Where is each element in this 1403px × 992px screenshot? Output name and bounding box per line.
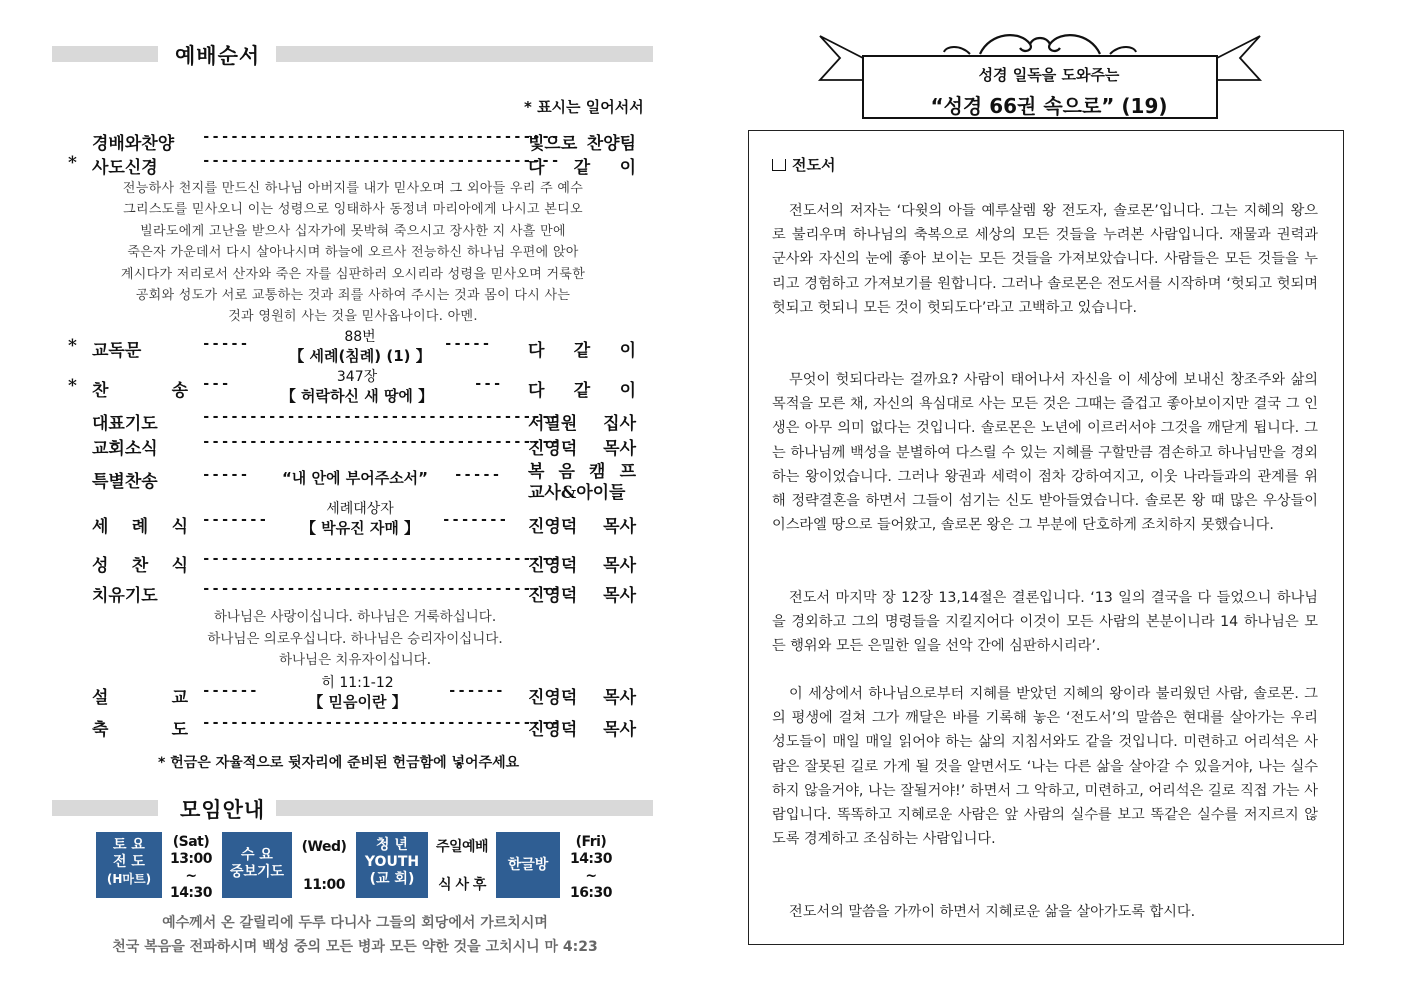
book-title: 전도서: [792, 156, 836, 174]
worship-order-title: 예배순서: [175, 43, 261, 68]
order-row: [0, 329, 700, 365]
friday-time: [566, 834, 616, 902]
leader-line: -----: [454, 467, 502, 483]
banner-subtitle: 성경 일독을 도와주는: [978, 66, 1120, 84]
youth-box: [356, 832, 428, 898]
baptism-candidate: 【 박유진 자매 】: [300, 519, 420, 537]
baptism-info: [285, 500, 435, 538]
book-heading: [772, 154, 835, 175]
order-leader: 다 같 이: [528, 158, 636, 178]
prayer-line: 하나님은 치유자이십니다.: [278, 652, 432, 668]
korean-class-box: 한글방: [496, 832, 560, 898]
article-paragraph: 전도서 마지막 장 12장 13,14절은 결론입니다. ‘13 일의 결국을 다 들었으니 하나님을 경외하고 그의 명령들을 지킬지어다 이것이 모든 사람의 본분이니라 14 하나님은 모든 행위와 모든 은밀한 일을 선악 간에 심판하시리라’.: [772, 590, 1318, 655]
order-label: 세 례 식: [92, 517, 188, 537]
youth-time: [430, 839, 494, 894]
leader-line: --------------------------------------: [202, 581, 561, 597]
order-leader: 진영덕 목사: [528, 586, 636, 606]
time-line: (Sat): [172, 834, 210, 850]
leader-line: ---: [474, 376, 503, 392]
order-leader: 서필원 집사: [528, 414, 636, 434]
box-line: YOUTH: [364, 854, 420, 870]
time-line: (Wed): [301, 839, 347, 855]
reading-number: 88번: [344, 329, 376, 345]
order-label: 사도신경: [92, 158, 158, 178]
prayer-line: 하나님은 의로우십니다. 하나님은 승리자이십니다.: [207, 630, 503, 647]
hymn-title: 【 허락하신 새 땅에 】: [280, 387, 434, 405]
order-label: 교회소식: [92, 439, 158, 459]
leader-line: --------------------------------------: [202, 715, 561, 731]
section-divider-right: [276, 800, 653, 816]
box-line: (교 회): [369, 871, 415, 887]
creed-line: 죽은자 가운데서 다시 살아나시며 하늘에 오르사 전능하신 하나님 우편에 앉아: [127, 245, 579, 261]
leader-line: --------------------------------------: [202, 129, 561, 145]
order-label: 교독문: [92, 341, 142, 361]
order-row: [0, 675, 700, 711]
order-label: 축 도: [92, 720, 188, 740]
creed-line: 것과 영원히 사는 것을 믿사옵나이다. 아멘.: [228, 309, 478, 325]
order-row: [0, 551, 700, 577]
leader-line: -----: [202, 336, 250, 352]
section-divider-right: [276, 46, 653, 62]
standing-mark: *: [68, 336, 77, 356]
order-leader-sub: 교사&아이들: [528, 483, 626, 503]
time-line: 14:30: [569, 851, 613, 867]
order-leader: 진영덕 목사: [528, 688, 636, 708]
leader-line: ------: [202, 683, 259, 699]
order-leader: 빛으로 찬양팀: [528, 134, 636, 154]
wednesday-prayer-box: [222, 832, 292, 898]
leader-line: -----: [202, 467, 250, 483]
sermon-info: [290, 674, 425, 712]
wednesday-time: [298, 839, 350, 894]
order-leader: 진영덕 목사: [528, 556, 636, 576]
creed-line: 공회와 성도가 서로 교통하는 것과 죄를 사하여 주시는 것과 몸이 다시 사는: [135, 288, 571, 304]
sermon-title: 【 믿음이란 】: [308, 693, 407, 711]
box-line: (H마트): [106, 872, 152, 886]
order-leader: 진영덕 목사: [528, 517, 636, 537]
healing-prayer: [130, 607, 580, 672]
hymn-number: 347장: [336, 369, 378, 385]
article-paragraph: 전도서의 말씀을 가까이 하면서 지혜로운 삶을 살아가도록 합시다.: [789, 904, 1196, 920]
box-line: 청 년: [376, 837, 408, 853]
order-leader: 진영덕 목사: [528, 439, 636, 459]
time-line: ~: [585, 868, 597, 884]
order-row: [0, 153, 700, 179]
verse-line: 천국 복음을 전파하시며 백성 중의 모든 병과 모든 약한 것을 고치시니 마 4:23: [112, 939, 598, 955]
leader-line: -------: [442, 512, 509, 528]
creed-line: 그리스도를 믿사오니 이는 성령으로 잉태하사 동정녀 마리아에게 나시고 본디오: [123, 202, 583, 218]
standing-note: * 표시는 일어서서: [524, 98, 644, 116]
order-label: 찬 송: [92, 381, 188, 401]
meetings-title: 모임안내: [180, 797, 266, 822]
time-line: 16:30: [569, 885, 613, 901]
sermon-scripture: 히 11:1-12: [321, 675, 394, 691]
banner-title: “성경 66권 속으로” (19): [930, 94, 1168, 118]
leader-line: -------: [202, 512, 269, 528]
order-label: 경배와찬양: [92, 134, 175, 154]
standing-mark: *: [68, 376, 77, 396]
time-line: 11:00: [302, 877, 346, 893]
book-icon: [772, 159, 786, 171]
closing-verse: [60, 911, 650, 959]
special-song-title: “내 안에 부어주소서”: [281, 469, 429, 487]
reading-title: 【 세례(침례) (1) 】: [289, 347, 431, 365]
verse-line: 예수께서 온 갈릴리에 두루 다니사 그들의 회당에서 가르치시며: [162, 915, 548, 931]
time-line: 13:00: [169, 851, 213, 867]
order-label: 특별찬송: [92, 472, 158, 492]
order-label: 대표기도: [92, 414, 158, 434]
offering-note: * 헌금은 자율적으로 뒷자리에 준비된 헌금함에 넣어주세요: [158, 755, 520, 771]
leader-line: ------: [448, 683, 505, 699]
saturday-time: [166, 834, 216, 902]
leader-line: -----: [444, 336, 492, 352]
article-paragraph: 무엇이 헛되다라는 걸까요? 사람이 태어나서 자신을 이 세상에 보내신 창조주와 삶의 목적을 모른 채, 자신의 욕심대로 사는 모든 것은 그때는 즐겁고 좋아보이지만 결국 그 인생은 아무 의미 없다는 것입니다. 솔로몬은 노년에 이르러서야 그것을 깨닫게 됩니다. 그는 하나님께 백성을 분별하여 다스릴 수 있는 지혜를 구할만큼 겸손하고 하나님만을 경외하는 왕이었습니다. 그러나 왕권과 세력이 점차 강하여지고, 이웃 나라들과의 관계를 위해 정략결혼을 하면서 그들이 섬기는 신도 받아들였습니다. 솔로몬 왕 때 많은 우상들이 이스라엘 땅으로 들어왔고, 솔로몬 왕은 그 부분에 단호하게 조치하지 못했습니다.: [772, 372, 1318, 534]
leader-line: --------------------------------------: [202, 153, 561, 169]
section-divider-left: [52, 46, 158, 62]
order-row: [0, 581, 700, 607]
time-line: 14:30: [169, 885, 213, 901]
time-line: 식 사 후: [438, 877, 486, 893]
order-leader: 다 같 이: [528, 381, 636, 401]
order-leader: 복 음 캠 프: [528, 462, 636, 482]
box-line: 전 도: [113, 854, 145, 870]
box-line: 중보기도: [229, 864, 285, 880]
box-line: 수 요: [241, 847, 273, 863]
saturday-evangelism-box: [96, 832, 162, 898]
creed-line: 전능하사 천지를 만드신 하나님 아버지를 내가 믿사오며 그 외아들 우리 주 예수: [122, 181, 584, 196]
article-paragraph: 이 세상에서 하나님으로부터 지혜를 받았던 지혜의 왕이라 불리웠던 사람, 솔로몬. 그의 평생에 걸쳐 그가 깨달은 바를 기록해 놓은 ‘전도서’의 말씀은 현대를 살아가는 우리 성도들이 매일 매일 읽어야 하는 삶의 지침서와도 같을 것입니다. 미련하고 어리석은 사람은 잘못된 길로 가게 될 것을 알면서도 ‘나는 다른 삶을 살아갈 수 있을거야, 나는 실수하지 않을거야, 나는 잘될거야!’ 하면서 그 악하고, 미련하고, 어리석은 길로 직접 가는 사람입니다. 똑똑하고 지혜로운 사람은 앞 사람의 실수를 보고 똑같은 실수를 저지르지 않도록 경계하고 조심하는 사람입니다.: [772, 686, 1318, 848]
order-row: [0, 409, 700, 435]
leader-line: --------------------------------------: [202, 551, 561, 567]
section-divider-left: [52, 800, 158, 816]
order-row: [0, 715, 700, 741]
prayer-line: 하나님은 사랑이십니다. 하나님은 거룩하십니다.: [213, 609, 497, 625]
time-line: 주일예배: [435, 839, 489, 855]
order-label: 설 교: [92, 688, 188, 708]
time-line: ~: [185, 868, 197, 884]
order-leader: 다 같 이: [528, 341, 636, 361]
apostles-creed: [68, 178, 638, 328]
creed-line: 빌라도에게 고난을 받으사 십자가에 못박혀 죽으시고 장사한 지 사흘 만에: [140, 223, 566, 239]
baptism-candidate-label: 세례대상자: [326, 501, 394, 517]
standing-mark: *: [68, 153, 77, 173]
leader-line: --------------------------------------: [202, 434, 561, 450]
time-line: (Fri): [575, 834, 607, 850]
order-row: [0, 462, 700, 503]
hymn-info: [262, 368, 452, 406]
order-label: 성 찬 식: [92, 556, 188, 576]
article-paragraph: 전도서의 저자는 ‘다윗의 아들 예루살렘 왕 전도자, 솔로몬’입니다. 그는 지혜의 왕으로 불리우며 하나님의 축복으로 세상의 모든 것들을 누려본 사람입니다. 재물과 권력과 군사와 자신의 눈에 좋아 보이는 모든 것들을 가져보았습니다. 사람들은 모든 것들을 누리고 경험하고 가져보기를 원합니다. 그러나 솔로몬은 전도서를 시작하며 ‘헛되고 헛되며 헛되고 헛되니 모든 것이 헛되도다’라고 고백하고 있습니다.: [772, 203, 1318, 316]
order-row: [0, 501, 700, 538]
order-row: [0, 369, 700, 405]
creed-line: 계시다가 저리로서 산자와 죽은 자를 심판하러 오시리라 성령을 믿사오며 거룩한: [120, 266, 586, 282]
order-label: 치유기도: [92, 586, 158, 606]
responsive-reading-info: [280, 328, 440, 366]
leader-line: --------------------------------------: [202, 409, 561, 425]
order-leader: 진영덕 목사: [528, 720, 636, 740]
order-row: [0, 129, 700, 155]
box-line: 토 요: [113, 837, 145, 853]
leader-line: ---: [202, 376, 231, 392]
